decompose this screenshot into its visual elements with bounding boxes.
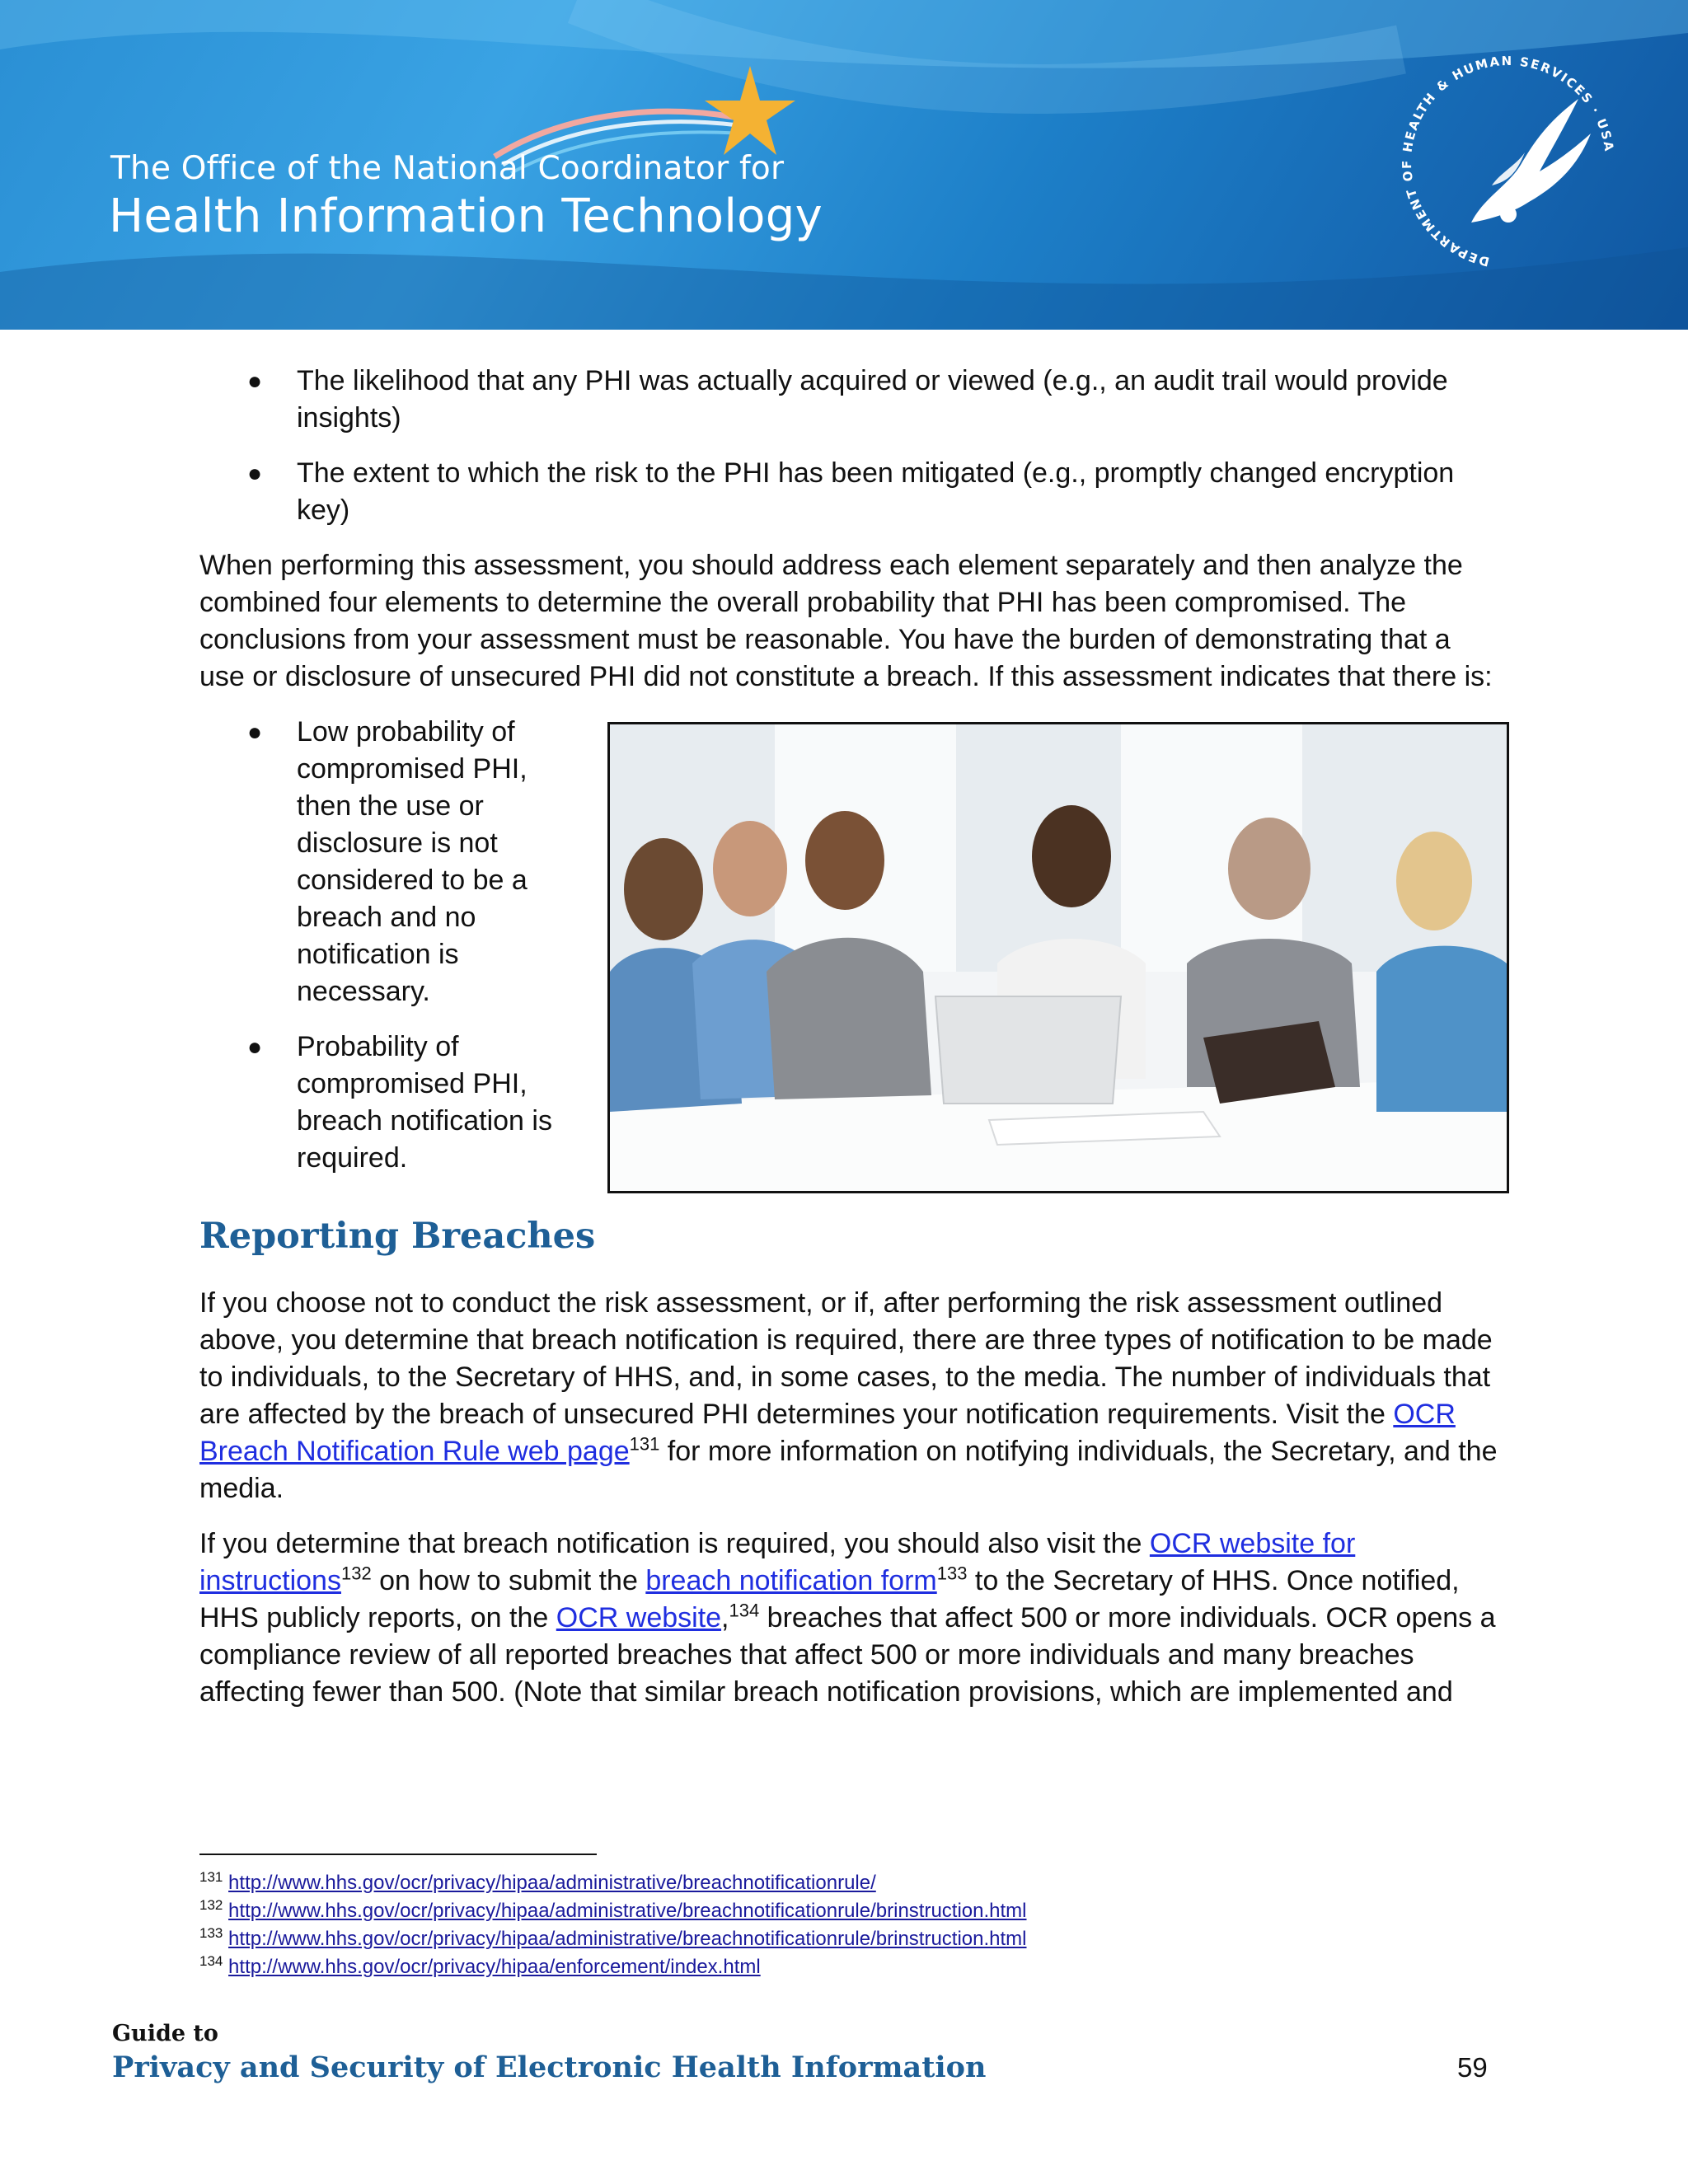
footnote-divider [199, 1854, 597, 1855]
bullet-icon: ● [247, 1033, 263, 1061]
org-name-line2: Health Information Technology [109, 190, 823, 243]
header-banner [0, 0, 1688, 330]
text-run: breaches that affect 500 or more individuals. OCR opens a compliance review of all reported breaches that affect 500 or more individuals and many breaches affecting fewer than 500. (Note that similar breach notification provisions, which are implemented and [199, 1602, 1496, 1708]
bullet-text: Low probability of compromised PHI, then the use or disclosure is not considered to be a breach and no notification is necessary. [297, 716, 528, 1007]
hhs-seal-logo [1393, 41, 1624, 280]
ocr-website-link[interactable]: OCR website [556, 1602, 722, 1633]
ocr-instructions-link[interactable]: OCR website for instructions [199, 1528, 1356, 1596]
reporting-paragraph-2 [199, 1526, 1502, 1711]
text-run: If you choose not to conduct the risk assessment, or if, after performing the risk assessment outlined above, you determine that breach notification is required, there are three types of notification to be made to individuals, to the Secretary of HHS, and, in some cases, to the media. The number of individuals that are affected by the breach of unsecured PHI determines your notification requirements. Visit the [199, 1287, 1493, 1430]
list-item [199, 363, 1502, 437]
footnote-number: 131 [199, 1869, 223, 1885]
footnote-number: 132 [199, 1897, 223, 1913]
footnote-ref: 132 [340, 1563, 372, 1584]
footnotes [199, 1869, 1027, 1981]
footnote-link[interactable]: http://www.hhs.gov/ocr/privacy/hipaa/enforcement/index.html [228, 1956, 761, 1978]
footnote-item [199, 1897, 1027, 1925]
meeting-photo [607, 722, 1509, 1193]
footnote-item [199, 1869, 1027, 1897]
footnote-ref: 134 [729, 1600, 760, 1621]
bullet-icon: ● [247, 719, 263, 746]
section-heading: Reporting Breaches [199, 1216, 596, 1257]
reporting-paragraph-1 [199, 1285, 1502, 1507]
text-run: on how to submit the [371, 1565, 646, 1596]
footnote-item [199, 1925, 1027, 1953]
list-item [199, 455, 1502, 529]
page-content [199, 363, 1502, 1729]
bullet-icon: ● [247, 460, 263, 487]
footnote-ref: 133 [936, 1563, 968, 1584]
page-number: 59 [1457, 2052, 1488, 2083]
footnote-link[interactable]: http://www.hhs.gov/ocr/privacy/hipaa/administrative/breachnotificationrule/brinstruction.html [228, 1928, 1027, 1950]
breach-form-link[interactable]: breach notification form [645, 1565, 937, 1596]
likelihood-bullet-list [199, 363, 1502, 529]
bullet-text: The extent to which the risk to the PHI has been mitigated (e.g., promptly changed encryption key) [297, 457, 1455, 526]
footnote-item [199, 1953, 1027, 1981]
footer-title: Privacy and Security of Electronic Health Information [112, 2050, 987, 2084]
footnote-ref: 131 [629, 1433, 660, 1455]
org-name-line1: The Office of the National Coordinator for [110, 150, 785, 187]
footnote-link[interactable]: http://www.hhs.gov/ocr/privacy/hipaa/administrative/breachnotificationrule/brinstruction.html [228, 1900, 1027, 1922]
text-run: for more information on notifying individuals, the Secretary, and the media. [199, 1436, 1498, 1504]
bullet-text: Probability of compromised PHI, breach notification is required. [297, 1031, 552, 1174]
assessment-paragraph: When performing this assessment, you should address each element separately and then analyze the combined four elements to determine the overall probability that PHI has been compromised. The conclusions from your assessment must be reasonable. You have the burden of demonstrating that a use or disclosure of unsecured PHI did not constitute a breach. If this assessment indicates that there is: [199, 550, 1493, 692]
probability-section [199, 714, 1502, 1218]
footnote-link[interactable]: http://www.hhs.gov/ocr/privacy/hipaa/administrative/breachnotificationrule/ [228, 1872, 876, 1894]
text-run: , [721, 1602, 729, 1633]
list-item [199, 1029, 579, 1177]
probability-bullet-list [199, 714, 579, 1177]
footnote-number: 133 [199, 1925, 223, 1941]
svg-text:DEPARTMENT OF HEALTH & HUMAN S: DEPARTMENT OF HEALTH & HUMAN SERVICES · USA [1399, 53, 1617, 269]
list-item [199, 714, 579, 1010]
footer-guide-to: Guide to [112, 2021, 218, 2046]
bullet-text: The likelihood that any PHI was actually acquired or viewed (e.g., an audit trail would provide insights) [297, 365, 1448, 434]
text-run: If you determine that breach notification is required, you should also visit the [199, 1528, 1150, 1559]
text-run: to the Secretary of HHS. Once notified, HHS publicly reports, on the [199, 1565, 1460, 1633]
footnote-number: 134 [199, 1953, 223, 1969]
ocr-breach-rule-link[interactable]: OCR Breach Notification Rule web page [199, 1399, 1456, 1467]
bullet-icon: ● [247, 368, 263, 395]
